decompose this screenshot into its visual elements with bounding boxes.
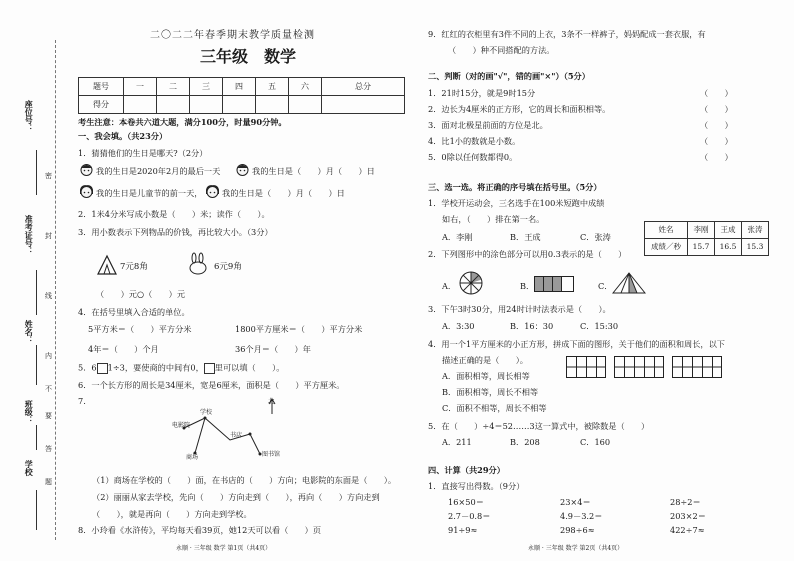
judge-answer[interactable]: （ ） [700, 88, 733, 98]
q1-boy-text: 我的生日是2020年2月的最后一天 [96, 166, 221, 176]
seal-char: 内 [45, 352, 52, 360]
choice2-option-b[interactable]: B． [520, 281, 535, 291]
choice5-option-a[interactable]: A．211 [442, 437, 472, 447]
calc-item[interactable]: 23×4＝ [560, 497, 591, 507]
choice5-text[interactable]: 5．在（ ）÷4＝52……3这一算式中，被除数是（ ） [428, 421, 650, 431]
score-header-cell: 总分 [322, 78, 405, 96]
choice4-option-c[interactable]: C．面积不相等，周长不相等 [442, 403, 547, 413]
name-line [36, 345, 37, 385]
judge-answer[interactable]: （ ） [700, 104, 733, 114]
footer-right: 永顺 · 三年级 数学 第2页（共4页） [528, 545, 624, 552]
race-time-cell: 15.7 [688, 239, 715, 256]
score-cell[interactable] [289, 96, 322, 114]
seal-char: 题 [45, 478, 52, 486]
grid-figure-3 [672, 356, 722, 378]
choice3-option-b[interactable]: B．16：30 [510, 321, 554, 331]
q1-boy-answer[interactable]: 我的生日是（ ）月（ ）日 [252, 166, 375, 176]
choice3-text[interactable]: 3．下午3时30分，用24时计时法表示是（ ）。 [428, 304, 611, 314]
school-line [36, 490, 37, 530]
grid-figure-2 [614, 356, 664, 378]
seal-char: 答 [45, 445, 52, 453]
score-cell[interactable] [256, 96, 289, 114]
choice1-option-a[interactable]: A．李刚 [442, 232, 473, 242]
section3-title: 三、选一选。将正确的序号填在括号里。（5分） [428, 182, 602, 192]
bunny-toy-icon [186, 252, 210, 276]
q3-item1-price: 7元8角 [120, 262, 148, 272]
q1-text: 1．猜猜他们的生日是哪天?（2分） [78, 148, 208, 158]
q4-b[interactable]: 1800平方厘米＝（ ）平方分米 [235, 324, 363, 334]
choice1-text: 1．学校开运动会，三名选手在100米短跑中成绩 [428, 198, 605, 208]
calc-intro: 1．直接写出得数。（9分） [428, 481, 525, 491]
q5-prefix: 5．6 [78, 362, 97, 373]
seal-char: 密 [45, 172, 52, 180]
calc-item[interactable]: 2.7－0.8＝ [448, 511, 491, 521]
map-mall-label: 商场 [186, 454, 199, 461]
score-header-cell: 四 [223, 78, 256, 96]
calc-item[interactable]: 28÷2＝ [670, 497, 701, 507]
score-header-cell: 二 [157, 78, 190, 96]
race-time-cell: 16.5 [715, 239, 742, 256]
q5-middle: 1÷3，要使商的中间有0， [107, 362, 204, 373]
score-cell[interactable] [322, 96, 405, 114]
map-cinema-label: 电影院 [172, 422, 191, 429]
score-cell[interactable] [223, 96, 256, 114]
triangle-ruler-icon [96, 254, 118, 276]
shaded-bar-figure [534, 276, 574, 292]
school-label: 学校 [24, 460, 35, 476]
section1-title: 一、我会填。（共23分） [78, 131, 168, 141]
q6-text[interactable]: 6．一个长方形的周长是34厘米，宽是6厘米，面积是（ ）平方厘米。 [78, 380, 345, 390]
race-header-cell: 李刚 [688, 222, 715, 239]
judge-item-1: 1．21时15分，就是9时15分 [428, 88, 536, 98]
score-header-cell: 五 [256, 78, 289, 96]
footer-left: 永顺 · 三年级 数学 第1页（共4页） [176, 545, 272, 552]
calc-item[interactable]: 422÷7≈ [670, 525, 705, 535]
q5-tail[interactable]: 里可以填（ ）。 [214, 362, 285, 373]
section4-title: 四、计算（共29分） [428, 465, 505, 475]
q4-a[interactable]: 5平方米＝（ ）平方分米 [88, 324, 192, 334]
class-line [36, 425, 37, 450]
race-header-cell: 张涛 [742, 222, 769, 239]
choice4-text-b[interactable]: 描述正确的是（ ）。 [442, 355, 528, 365]
score-header-cell: 题号 [79, 78, 124, 96]
q8-text[interactable]: 8．小玲看《水浒传》，平均每天看39页，她12天可以看（ ）页 [78, 525, 322, 535]
judge-answer[interactable]: （ ） [700, 120, 733, 130]
shaded-circle-figure [458, 270, 484, 296]
judge-item-5: 5．0除以任何数都得0。 [428, 152, 518, 162]
map-school-label: 学校 [200, 409, 213, 416]
subject-title: 三年级 数学 [200, 47, 297, 66]
score-cell[interactable] [124, 96, 157, 114]
map-north-label: 北 [268, 397, 275, 405]
binding-dashed-line [55, 40, 56, 540]
choice1-option-c[interactable]: C．张涛 [580, 232, 611, 242]
score-header-cell: 六 [289, 78, 322, 96]
calc-item[interactable]: 298÷6≈ [560, 525, 595, 535]
q5-row [78, 363, 284, 374]
seal-char: 不 [45, 385, 52, 393]
judge-item-4: 4．比1小的数就是小数。 [428, 136, 521, 146]
q7-number: 7. [78, 396, 86, 406]
q9-text: 9．红红的衣柜里有3件不同的上衣，3条不一样裤子，妈妈配成一套衣服，有 [428, 29, 706, 39]
q1-girl-answer[interactable]: 我的生日是（ ）月（ ）日 [222, 188, 345, 198]
q4-d[interactable]: 36个月＝（ ）年 [235, 344, 311, 354]
score-row-label: 得分 [79, 96, 124, 114]
score-header-cell: 一 [124, 78, 157, 96]
choice2-option-c[interactable]: C． [598, 281, 613, 291]
seal-char: 线 [45, 292, 52, 300]
boy-face-icon [80, 163, 93, 177]
score-cell[interactable] [190, 96, 223, 114]
map-library-label: 图书馆 [262, 451, 281, 458]
q9-answer[interactable]: （ ）种不同搭配的方法。 [448, 45, 555, 55]
score-header-cell: 三 [190, 78, 223, 96]
q3-answer[interactable]: （ ）元○（ ）元 [96, 289, 186, 299]
q3-text: 3．用小数表示下列物品的价钱，再比较大小。（3分） [78, 227, 273, 237]
race-header-cell: 姓名 [645, 222, 688, 239]
q2-text[interactable]: 2．1米4分米写成小数是（ ）米；读作（ ）。 [78, 209, 270, 219]
choice2-text[interactable]: 2．下列图形中的涂色部分可以用0.3表示的是（ ） [428, 249, 627, 259]
choice2-option-a[interactable]: A． [442, 281, 457, 291]
name-label: 姓名： [24, 320, 35, 344]
q7-part2[interactable]: （2）丽丽从家去学校，先向（ ）方向走到（ ），再向（ ）方向走到 [92, 492, 380, 502]
race-results-table [644, 221, 769, 256]
choice1-option-b[interactable]: B．王成 [510, 232, 541, 242]
calc-item[interactable]: 16×50＝ [448, 497, 484, 507]
girl-face-icon [80, 185, 93, 199]
exam-no-label: 准考证号： [24, 215, 35, 255]
score-cell[interactable] [157, 96, 190, 114]
q7-part1[interactable]: （1）商场在学校的（ ）面，在书店的（ ）方向；电影院的东面是（ ）。 [92, 475, 397, 485]
section2-title: 二、判断（对的画"√"，错的画"×"）（5分） [428, 71, 590, 81]
score-table [78, 77, 405, 114]
q4-c[interactable]: 4年＝（ ）个月 [88, 344, 159, 354]
choice3-option-a[interactable]: A．3:30 [442, 321, 475, 331]
choice4-option-b[interactable]: B．面积相等，周长不相等 [442, 387, 539, 397]
blank-box-icon[interactable] [97, 363, 108, 374]
boy-face-icon [236, 163, 249, 177]
seal-char: 要 [45, 412, 52, 420]
race-row-label: 成绩／秒 [645, 239, 688, 256]
race-header-cell: 王成 [715, 222, 742, 239]
notice: 考生注意：本卷共六道大题，满分100分，时量90分钟。 [78, 117, 287, 127]
seat-label: 座位号： [24, 100, 35, 132]
exam-title: 二〇二二年春季期末教学质量检测 [150, 30, 315, 41]
calc-item[interactable]: 91÷9≈ [448, 525, 478, 535]
choice4-text: 4．用一个1平方厘米的小正方形，拼成下面的图形，关于他们的面积和周长，以下 [428, 339, 725, 349]
grid-figure-1 [566, 356, 606, 378]
map-bookstore-label: 书店 [230, 432, 243, 439]
choice1-text-b[interactable]: 如右，（ ）排在第一名。 [442, 214, 545, 224]
q7-part2b[interactable]: （ ），就是再向（ ）方向走到学校。 [92, 509, 252, 519]
judge-item-3: 3．面对北极星前面的方位是北。 [428, 120, 548, 130]
calc-item[interactable]: 4.9－3.2＝ [560, 511, 603, 521]
q1-girl-text: 我的生日是儿童节的前一天， [96, 188, 203, 198]
girl-face-icon [206, 185, 219, 199]
choice4-option-a[interactable]: A．面积相等，周长相等 [442, 371, 530, 381]
choice5-option-c[interactable]: C．160 [580, 437, 611, 447]
seal-char: 封 [45, 232, 52, 240]
choice3-option-c[interactable]: C．15:30 [580, 321, 619, 331]
blank-box-icon [204, 363, 215, 374]
choice5-option-b[interactable]: B．208 [510, 437, 540, 447]
shaded-triangle-figure [612, 272, 646, 294]
seat-line [36, 150, 37, 195]
q3-item2-price: 6元9角 [214, 262, 242, 272]
judge-answer[interactable]: （ ） [700, 152, 733, 162]
judge-answer[interactable]: （ ） [700, 136, 733, 146]
q4-text: 4．在括号里填入合适的单位。 [78, 307, 190, 317]
judge-item-2: 2．边长为4厘米的正方形，它的周长和面积相等。 [428, 104, 611, 114]
class-label: 班级： [24, 400, 35, 424]
calc-item[interactable]: 203×2＝ [670, 511, 706, 521]
exam-no-line [36, 270, 37, 315]
race-time-cell: 15.3 [742, 239, 769, 256]
